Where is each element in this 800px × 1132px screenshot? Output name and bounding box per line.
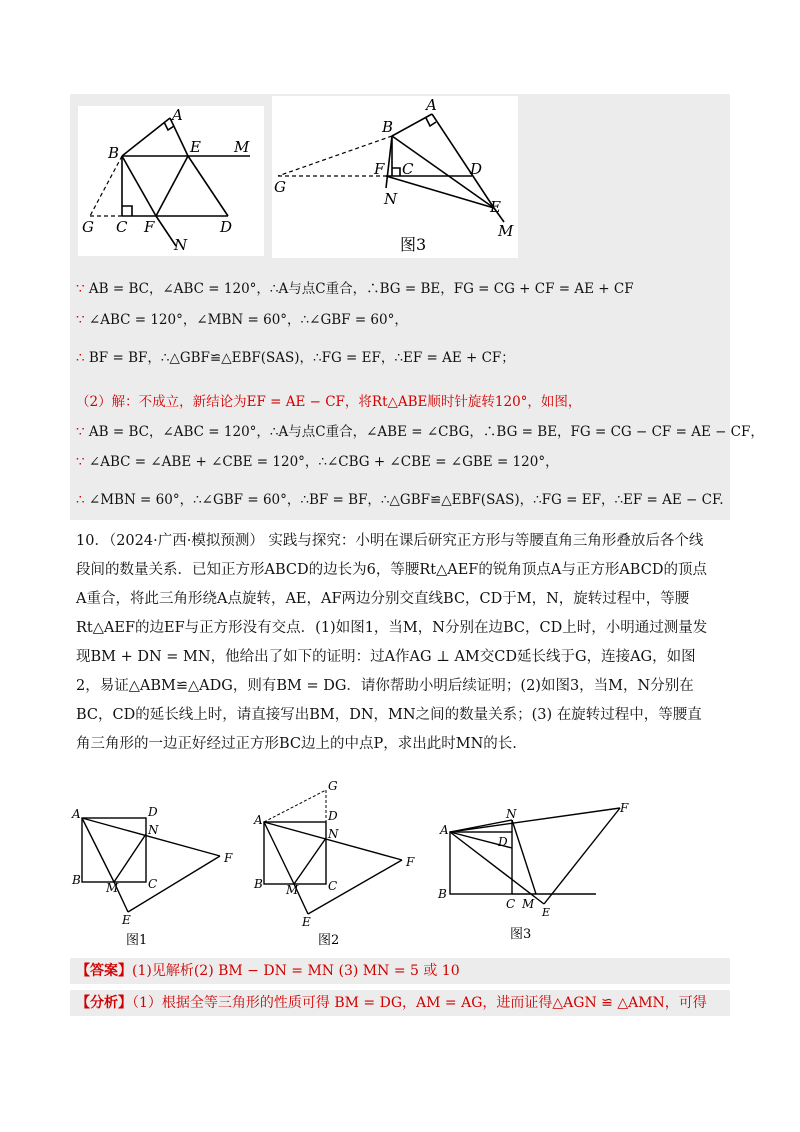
label-M: M bbox=[498, 222, 514, 240]
figure-2 bbox=[250, 780, 420, 950]
solution-line-1: ∵ AB = BC，∠ABC = 120°，∴A与点C重合，∴BG = BE，FG = CG + CF = AE + CF bbox=[76, 281, 634, 297]
svg-text:F: F bbox=[406, 855, 415, 869]
svg-text:E: E bbox=[542, 906, 551, 919]
label-N: N bbox=[384, 190, 398, 208]
svg-text:C: C bbox=[328, 879, 338, 893]
label-A: A bbox=[172, 106, 183, 124]
figure-caption: 图3 bbox=[400, 235, 427, 254]
label-C: C bbox=[402, 160, 414, 178]
label-G: G bbox=[274, 178, 286, 196]
figure-top-left bbox=[78, 106, 264, 256]
geometry-figure-left bbox=[78, 106, 264, 256]
label-A: A bbox=[426, 96, 437, 114]
svg-text:C: C bbox=[506, 897, 516, 911]
label-D: D bbox=[470, 160, 483, 178]
caption-fig2: 图2 bbox=[318, 933, 340, 948]
solution-line-3: ∴ BF = BF，∴△GBF≌△EBF(SAS)，∴FG = EF，∴EF = AE + CF； bbox=[76, 350, 515, 366]
label-F: F bbox=[374, 160, 385, 178]
label-E: E bbox=[190, 138, 201, 156]
svg-text:N: N bbox=[148, 823, 159, 837]
answer-bar bbox=[70, 958, 730, 984]
svg-text:D: D bbox=[498, 835, 508, 849]
svg-text:E: E bbox=[122, 913, 131, 927]
figure-top-right bbox=[272, 96, 518, 258]
label-G: G bbox=[82, 218, 94, 236]
label-N: N bbox=[174, 236, 188, 254]
svg-text:C: C bbox=[148, 877, 158, 891]
figure-1 bbox=[70, 800, 240, 950]
analysis-tag: 【分析】 bbox=[76, 995, 132, 1011]
analysis-text: （1）根据全等三角形的性质可得 BM = DG，AM = AG，进而证得△AGN ≌ △AMN，可得 bbox=[132, 995, 707, 1011]
answer-text: (1)见解析(2) BM − DN = MN (3) MN = 5 或 10 bbox=[132, 963, 460, 979]
svg-text:D: D bbox=[328, 809, 338, 823]
solution-line-5: ∵ AB = BC，∠ABC = 120°，∴A与点C重合，∠ABE = ∠CBG，∴BG = BE，FG = CG − CF = AE − CF， bbox=[76, 424, 764, 440]
solution-line-4: （2）解：不成立，新结论为EF = AE − CF，将Rt△ABE顺时针旋转120°，如图， bbox=[76, 394, 582, 410]
label-B: B bbox=[382, 118, 394, 136]
problem-text: 10．（2024·广西·模拟预测） 实践与探究：小明在课后研究正方形与等腰直角三角形叠放后各个线段间的数量关系．已知正方形ABCD的边长为6，等腰Rt△AEF的锐角顶点A与正方形ABCD的顶点A重合，将此三角形绕A点旋转，AE，AF两边分别交直线BC，CD于M，N，旋转过程中，等腰Rt△AEF的边EF与正方形没有交点．(1)如图1，当M，N分别在边BC，CD上时，小明通过测量发现BM + DN = MN，他给出了如下的证明：过A作AG ⊥ AM交CD延长线于G，连接AG，如图2，易证△ABM≌△ADG，则有BM = DG．请你帮助小明后续证明；(2)如图3，当M，N分别在BC，CD的延长线上时，请直接写出BM，DN，MN之间的数量关系；(3) 在旋转过程中，等腰直角三角形的一边正好经过正方形BC边上的中点P，求出此时MN的长. bbox=[76, 533, 708, 752]
svg-text:N: N bbox=[506, 807, 517, 821]
svg-text:F: F bbox=[224, 851, 233, 865]
analysis-bar bbox=[70, 990, 730, 1016]
svg-text:E: E bbox=[302, 915, 311, 929]
svg-text:A: A bbox=[254, 813, 263, 827]
svg-text:B: B bbox=[72, 873, 81, 887]
label-E: E bbox=[490, 198, 501, 216]
answer-tag: 【答案】 bbox=[76, 963, 132, 979]
svg-text:G: G bbox=[328, 780, 338, 793]
svg-text:M: M bbox=[522, 897, 535, 911]
label-B: B bbox=[108, 144, 120, 162]
svg-text:F: F bbox=[620, 801, 629, 815]
label-D: D bbox=[220, 218, 233, 236]
caption-fig3: 图3 bbox=[510, 927, 532, 942]
svg-text:M: M bbox=[106, 881, 119, 895]
svg-text:D: D bbox=[148, 805, 158, 819]
figure-3 bbox=[430, 796, 640, 946]
svg-text:A: A bbox=[72, 807, 81, 821]
solution-line-6: ∵ ∠ABC = ∠ABE + ∠CBE = 120°，∴∠CBG + ∠CBE = ∠GBE = 120°， bbox=[76, 454, 559, 470]
label-C: C bbox=[116, 218, 128, 236]
svg-text:A: A bbox=[440, 823, 449, 837]
svg-text:B: B bbox=[438, 887, 447, 901]
geometry-figure-right bbox=[272, 96, 518, 258]
solution-line-2: ∵ ∠ABC = 120°，∠MBN = 60°，∴∠GBF = 60°， bbox=[76, 312, 408, 328]
label-F: F bbox=[144, 218, 155, 236]
svg-text:B: B bbox=[254, 877, 263, 891]
svg-text:N: N bbox=[328, 827, 339, 841]
svg-text:M: M bbox=[286, 883, 299, 897]
caption-fig1: 图1 bbox=[126, 933, 148, 948]
label-M: M bbox=[234, 138, 250, 156]
solution-line-7: ∴ ∠MBN = 60°，∴∠GBF = 60°，∴BF = BF，∴△GBF≌△EBF(SAS)，∴FG = EF，∴EF = AE − CF. bbox=[76, 492, 724, 508]
